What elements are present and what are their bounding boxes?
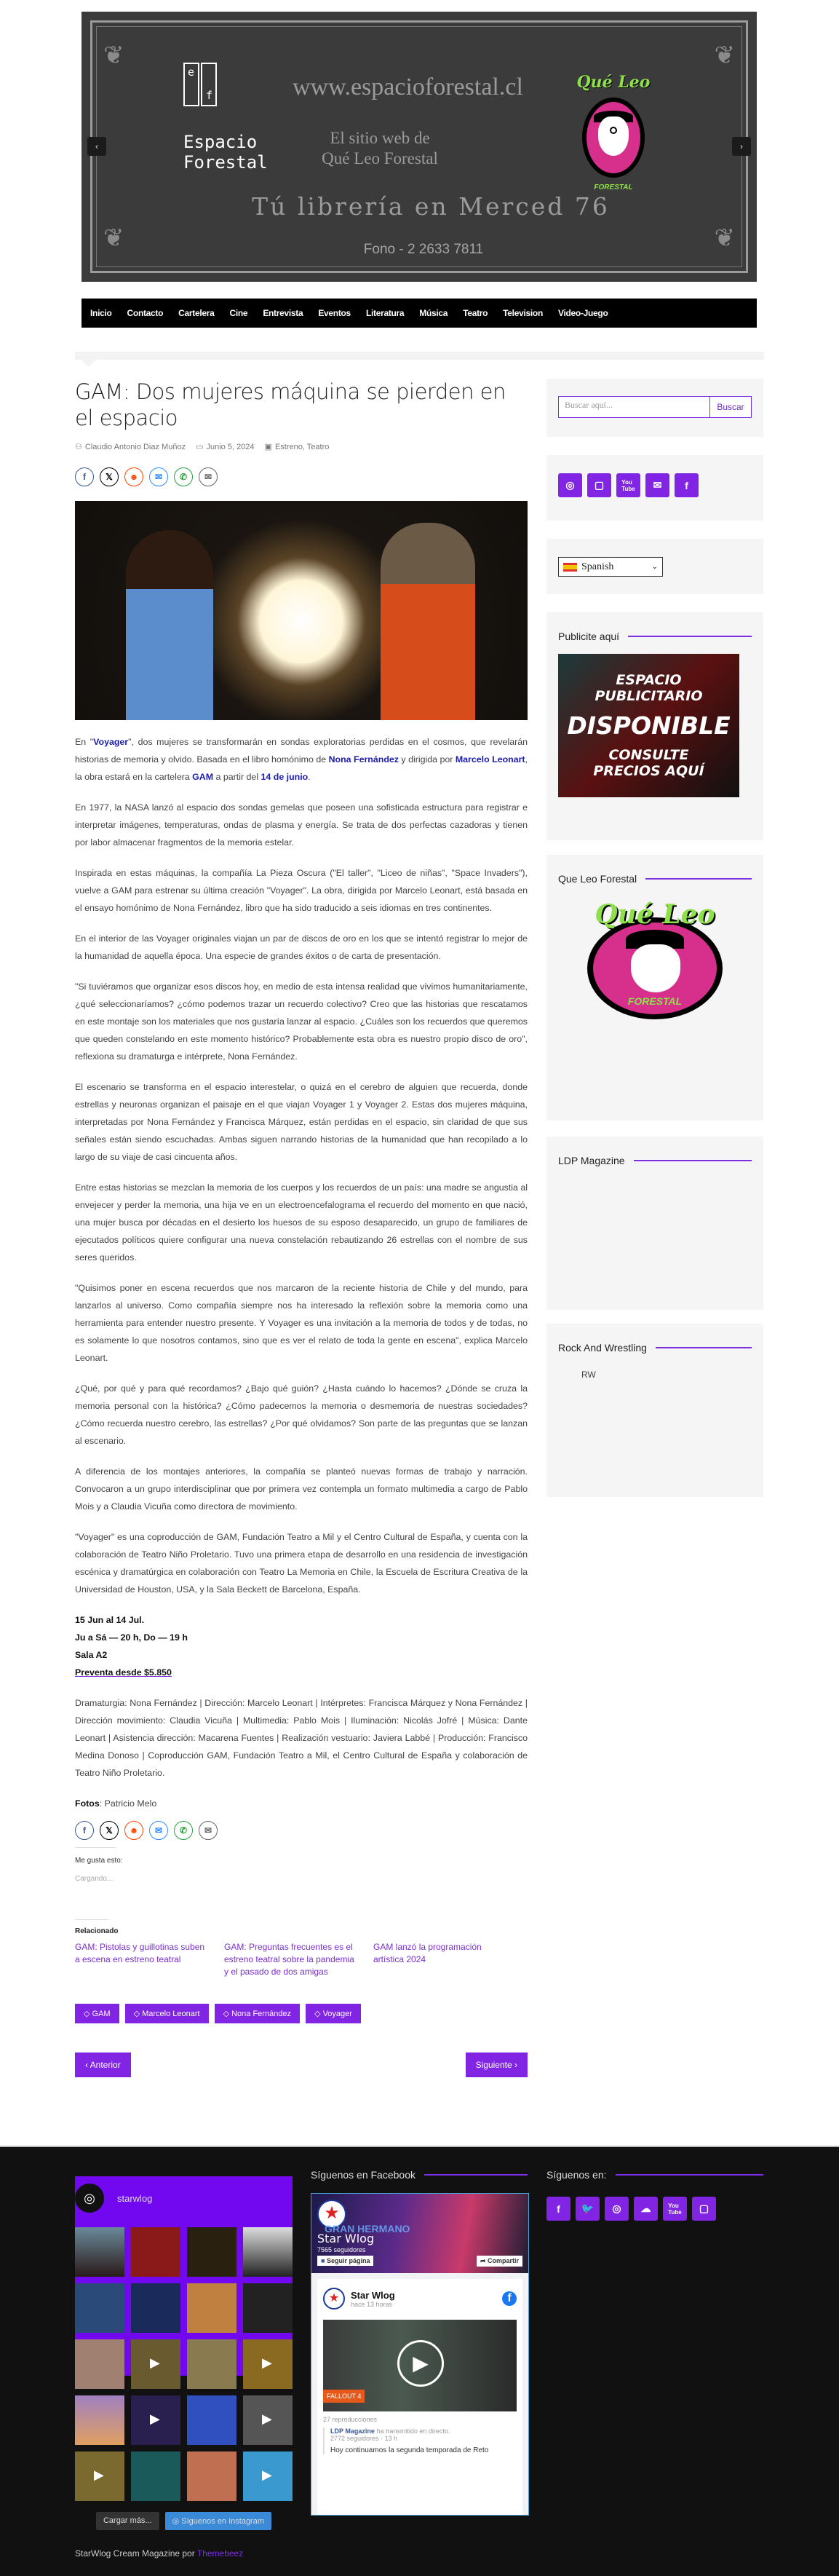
youtube-button[interactable]	[663, 2197, 687, 2221]
ad-line: PRECIOS AQUÍ	[593, 763, 704, 779]
instagram-post[interactable]	[187, 2395, 236, 2445]
widget-title: Rock And Wrestling	[558, 1342, 647, 1354]
youtube-button[interactable]	[616, 473, 640, 497]
next-label: Siguiente	[475, 2060, 512, 2070]
photos-value: : Patricio Melo	[99, 1798, 157, 1809]
leaf-ornament-icon: ❦	[714, 224, 735, 252]
nav-item-inicio[interactable]: Inicio	[90, 308, 112, 318]
instagram-post[interactable]	[75, 2451, 124, 2501]
performer-right	[381, 523, 475, 720]
divider	[75, 1919, 108, 1920]
social-widget	[546, 455, 763, 521]
instagram-post[interactable]	[243, 2451, 293, 2501]
date-text: Junio 5, 2024	[206, 442, 255, 451]
title-rule	[656, 1347, 752, 1348]
share-messenger-button[interactable]	[149, 467, 168, 486]
instagram-icon: ◎	[84, 2190, 95, 2205]
article-paragraph: Inspirada en estas máquinas, la compañía La Pieza Oscura ("El taller", "Liceo de niñas", "Space Invaders"), vuelve a GAM para estrenar su última creación "Voyager". La obra, dirigida por Marcelo Leonart, está basada en el ensayo homónimo de Nona Fernández, libro que ha sido traducido a seis idiomas en tres continentes.	[75, 868, 528, 913]
post-author[interactable]: Star Wlog	[351, 2289, 395, 2301]
post-time: hace 13 horas	[351, 2300, 393, 2308]
title-rule	[628, 636, 752, 637]
facebook-widget-title	[311, 2169, 528, 2181]
shared-meta: 2772 seguidores · 13 h	[330, 2435, 398, 2442]
facebook-icon: ■	[321, 2257, 327, 2264]
search-input[interactable]: Buscar aquí...	[558, 396, 709, 418]
chevron-left-icon: ‹	[95, 141, 98, 151]
share-whatsapp-button[interactable]	[174, 1821, 193, 1840]
share-messenger-button[interactable]	[149, 1821, 168, 1840]
bold-link: 14 de junio	[261, 772, 309, 782]
instagram-post[interactable]	[131, 2451, 180, 2501]
likes-loading: Cargando...	[75, 1875, 114, 1883]
facebook-page-plugin	[311, 2193, 529, 2516]
instagram-post[interactable]	[187, 2283, 236, 2333]
logo-title: Qué Leo	[576, 73, 651, 92]
facebook-button[interactable]	[675, 473, 699, 497]
star-wlog-avatar: ★	[317, 2200, 346, 2229]
follow-instagram-label: Síguenos en Instagram	[181, 2517, 265, 2526]
nav-item-literatura[interactable]: Literatura	[365, 308, 405, 318]
follow-us-widget	[546, 2169, 763, 2221]
ad-line: ESPACIO	[616, 672, 682, 688]
instagram-icon: ◎	[565, 479, 575, 491]
archive-icon: ▣	[264, 443, 272, 451]
theme-link[interactable]: Themebeez	[196, 2548, 244, 2559]
fb-follow-label: Seguir página	[326, 2257, 370, 2264]
cover-text: GRAN HERMANO	[325, 2223, 410, 2235]
photo-credit	[75, 1795, 528, 1812]
tag-label: GAM	[92, 2010, 111, 2018]
related-heading: Relacionado	[75, 1927, 119, 1935]
instagram-post[interactable]	[75, 2395, 124, 2445]
credits: Dramaturgia: Nona Fernández | Dirección: Marcelo Leonart | Intérpretes: Francisca Márquez y Nona Fernández | Dirección movimiento: Claudia Vicuña | Multimedia: Pablo Mois | Iluminación: Nicolás Jofré | Música: Dante Leonart | Asistencia dirección: Macarena Fuentes | Realización vestuario: Javiera Labbé | Producción: Francisco Medina Donoso | Coproducción GAM, Fundación Teatro a Mil, el Centro Cultural de España y colaboración de Teatro Niño Proletario.	[75, 1698, 528, 1778]
fb-share-button[interactable]	[477, 2256, 522, 2267]
facebook-button[interactable]	[546, 2197, 570, 2221]
que-leo-widget	[546, 855, 763, 1121]
espacio-forestal-logo	[183, 63, 217, 119]
instagram-post[interactable]	[131, 2227, 180, 2277]
email-icon: ✉	[653, 479, 662, 491]
share-whatsapp-button[interactable]	[174, 467, 193, 486]
twitch-icon: ▢	[594, 479, 605, 491]
schedule-line: Sala A2	[75, 1650, 108, 1660]
banner-subtitle	[293, 128, 467, 169]
instagram-post[interactable]	[187, 2227, 236, 2277]
search-button[interactable]: Buscar	[709, 396, 752, 418]
share-facebook-button[interactable]	[75, 467, 94, 486]
instagram-post[interactable]	[131, 2395, 180, 2445]
instagram-post[interactable]	[243, 2339, 293, 2389]
breadcrumb-band	[75, 352, 764, 360]
share-reddit-button[interactable]	[124, 1821, 143, 1840]
messenger-icon: ✉	[154, 472, 163, 482]
share-email-button[interactable]	[199, 467, 218, 486]
reddit-icon: ☻	[129, 472, 139, 482]
calendar-icon: ▭	[196, 443, 204, 451]
share-email-button[interactable]	[199, 1821, 218, 1840]
title-rule	[424, 2174, 528, 2176]
article-paragraph: "Quisimos poner en escena recuerdos que nos marcaron de la reciente historia de Chile y del mundo, para lanzarlos al universo. Como compañía siempre nos ha interesado la reflexión sobre la memoria como una herramienta para entender nuestro presente. Y Voyager es una invitación a la memoria de todos y de todas, no es solamente lo que nosotros contamos, sino que es ver el relato de toda la gente en escena", explica Marcelo Leonart.	[75, 1283, 528, 1363]
x-icon: 𝕏	[106, 472, 113, 482]
share-x-button[interactable]	[100, 1821, 119, 1840]
follow-instagram-button[interactable]	[165, 2512, 271, 2530]
que-leo-logo	[576, 73, 651, 191]
instagram-post[interactable]	[75, 2339, 124, 2389]
performer-left	[126, 530, 213, 720]
reddit-icon: ☻	[129, 1825, 139, 1836]
youtube-icon: You Tube	[668, 2202, 682, 2216]
que-leo-logo[interactable]	[578, 899, 731, 1019]
twitter-button[interactable]	[576, 2197, 600, 2221]
messenger-icon: ✉	[154, 1825, 163, 1836]
post-categories[interactable]	[265, 442, 330, 451]
instagram-post[interactable]	[243, 2395, 293, 2445]
soundcloud-icon: ☁	[640, 2202, 651, 2214]
schedule	[75, 1611, 528, 1681]
whatsapp-icon: ✆	[179, 1825, 188, 1836]
fb-share-label: Compartir	[487, 2257, 519, 2264]
fb-followers: 7565 seguidores	[317, 2246, 366, 2253]
instagram-icon: ◎	[172, 2517, 182, 2526]
widget-title: Síguenos en:	[546, 2169, 607, 2181]
video-views: 27 reproducciones	[323, 2416, 378, 2423]
ad-line: DISPONIBLE	[567, 711, 731, 740]
email-icon: ✉	[204, 1825, 212, 1836]
widget-title: Publicite aquí	[558, 631, 620, 642]
post-author[interactable]	[75, 442, 186, 451]
email-button[interactable]	[645, 473, 669, 497]
x-icon: 𝕏	[106, 1825, 113, 1836]
spain-flag-icon	[563, 563, 577, 572]
instagram-post[interactable]	[187, 2339, 236, 2389]
instagram-grid	[75, 2227, 293, 2501]
nav-item-television[interactable]: Television	[503, 308, 543, 318]
video-label: FALLOUT 4	[323, 2390, 365, 2403]
post-date[interactable]	[196, 442, 254, 451]
shared-text: Hoy continuamos la segunda temporada de Reto	[330, 2446, 489, 2454]
instagram-button[interactable]	[605, 2197, 629, 2221]
bold-link: Nona Fernández	[328, 754, 399, 764]
user-icon: ⚇	[75, 443, 82, 451]
share-bar-bottom	[75, 1821, 528, 1840]
twitter-icon: 🐦	[581, 2202, 595, 2214]
youtube-icon: You Tube	[621, 478, 635, 492]
share-x-button[interactable]	[100, 467, 119, 486]
post-meta	[75, 442, 528, 451]
slider-next-button[interactable]	[732, 137, 751, 156]
rw-text[interactable]: RW	[581, 1370, 596, 1380]
presale-link[interactable]: Preventa desde $5.850	[75, 1667, 172, 1678]
chevron-left-icon: ‹	[85, 2060, 90, 2070]
nav-item-video-juego[interactable]: Video-Juego	[557, 308, 608, 318]
shared-page[interactable]: LDP Magazine	[330, 2427, 375, 2435]
banner-subtitle-line: Qué Leo Forestal	[322, 149, 438, 167]
email-icon: ✉	[204, 472, 212, 482]
instagram-post[interactable]	[243, 2227, 293, 2277]
article-paragraph: En el interior de las Voyager originales viajan un par de discos de oro en los que se intentó registrar lo mejor de la humanidad de aquella época. Una especie de grandes éxitos o de carta de presentación.	[75, 933, 528, 961]
banner-tagline: Tú librería en Merced 76	[252, 192, 610, 221]
tag-icon: ◇	[84, 2010, 92, 2018]
chevron-down-icon: ⌄	[651, 563, 658, 571]
fb-follow-button[interactable]	[317, 2256, 373, 2266]
share-reddit-button[interactable]	[124, 467, 143, 486]
instagram-post[interactable]	[243, 2283, 293, 2333]
bold-link: GAM	[192, 772, 214, 782]
prev-post-button[interactable]	[75, 2052, 131, 2077]
article-paragraph: "Voyager" es una coproducción de GAM, Fundación Teatro a Mil y el Centro Cultural de España, y cuenta con la colaboración de Teatro Niño Proletario. Tuvo una primera etapa de desarrollo en una residencia de investigación escénica y dramatúrgica en colaboración con Teatro La Memoria en Chile, la Escuela de Escritura Creativa de la Universidad de Houston, USA, y la Sala Beckett de Barcelona, España.	[75, 1532, 528, 1595]
related-post-link[interactable]: GAM lanzó la programación artística 2024	[373, 1942, 482, 1964]
leaf-ornament-icon: ❦	[103, 42, 124, 69]
share-bar	[75, 467, 528, 486]
article-paragraph: "Si tuviéramos que organizar esos discos hoy, en medio de esta intensa realidad que vivimos humanitariamente, ¿qué seleccionaríamos? ¿cómo podemos trazar un recuerdo colectivo? Creo que las historias que rescatamos en este montaje son los materiales que nos gustaría lanzar al espacio. ¿Cuáles son los recuerdos que queremos que queden constelando en este momento histórico? Probablemente esta obra es nuestro propio disco de oro", reflexiona su dramaturga e intérprete, Nona Fernández.	[75, 981, 528, 1062]
instagram-username[interactable]: starwlog	[117, 2192, 153, 2204]
post-avatar: ★	[323, 2288, 345, 2310]
tag-voyager[interactable]	[306, 2004, 361, 2023]
play-icon[interactable]: ▶	[397, 2340, 444, 2387]
nav-item-musica[interactable]: Música	[419, 308, 448, 318]
instagram-post[interactable]	[131, 2283, 180, 2333]
logo-letter: f	[206, 89, 213, 102]
instagram-post[interactable]	[187, 2451, 236, 2501]
post-tags	[75, 2004, 528, 2023]
article-paragraph: A diferencia de los montajes anteriores, la compañía se planteó nuevas formas de trabajo y narración. Convocaron a un grupo interdisciplinar que por primera vez contempla un formato multimedia a cargo de Pablo Mois y a Claudia Vicuña como directora de movimiento.	[75, 1466, 528, 1512]
banner-url: www.espacioforestal.cl	[293, 74, 523, 100]
instagram-post[interactable]	[75, 2227, 124, 2277]
tag-gam[interactable]	[75, 2004, 119, 2023]
instagram-post[interactable]	[131, 2339, 180, 2389]
logo-name-line: Espacio	[183, 132, 258, 152]
tag-label: Voyager	[322, 2010, 352, 2018]
copyright-text: StarWlog Cream Magazine por	[75, 2548, 197, 2559]
instagram-button[interactable]	[558, 473, 582, 497]
video-thumbnail[interactable]	[323, 2320, 517, 2411]
soundcloud-button[interactable]	[634, 2197, 658, 2221]
whatsapp-icon: ✆	[179, 472, 188, 482]
twitch-button[interactable]	[587, 473, 611, 497]
ad-banner[interactable]	[558, 654, 739, 797]
slider-prev-button[interactable]	[87, 137, 106, 156]
share-facebook-button[interactable]	[75, 1821, 94, 1840]
instagram-avatar[interactable]	[75, 2184, 104, 2213]
nav-item-eventos[interactable]: Eventos	[318, 308, 351, 318]
widget-title: Que Leo Forestal	[558, 873, 637, 885]
photos-label: Fotos	[75, 1798, 100, 1809]
ad-line: CONSULTE	[608, 747, 689, 763]
leaf-ornament-icon: ❦	[714, 42, 735, 69]
logo-title: Qué Leo	[595, 899, 715, 930]
twitch-icon: ▢	[699, 2202, 709, 2214]
nav-item-entrevista[interactable]: Entrevista	[263, 308, 303, 318]
page-title: GAM: Dos mujeres máquina se pierden en el espacio	[75, 379, 506, 430]
facebook-icon: f	[83, 472, 86, 482]
schedule-line: Ju a Sá — 20 h, Do — 19 h	[75, 1632, 188, 1643]
title-rule	[634, 1160, 752, 1161]
chevron-right-icon: ›	[514, 2060, 517, 2070]
facebook-icon: f	[83, 1825, 86, 1836]
logo-letter: e	[188, 66, 195, 79]
schedule-line: 15 Jun al 14 Jul.	[75, 1615, 145, 1625]
fb-page-name[interactable]: Star Wlog	[317, 2232, 375, 2245]
widget-title: Síguenos en Facebook	[311, 2169, 415, 2181]
nav-item-teatro[interactable]: Teatro	[463, 308, 488, 318]
chevron-right-icon: ›	[740, 141, 743, 151]
band-pointer	[81, 360, 96, 367]
tag-icon: ◇	[314, 2010, 323, 2018]
tag-marcelo-leonart[interactable]	[125, 2004, 209, 2023]
related-posts	[75, 1941, 528, 1978]
language-value: Spanish	[581, 561, 614, 572]
nav-item-cine[interactable]: Cine	[229, 308, 248, 318]
rock-and-wrestling-widget	[546, 1324, 763, 1497]
article	[75, 379, 528, 2077]
author-name: Claudio Antonio Diaz Muñoz	[84, 442, 186, 451]
tag-icon: ◇	[223, 2010, 232, 2018]
copyright	[75, 2548, 243, 2559]
instagram-post[interactable]	[75, 2283, 124, 2333]
bold-link: Marcelo Leonart	[455, 754, 525, 764]
article-paragraph: En 1977, la NASA lanzó al espacio dos sondas gemelas que poseen una sofisticada estructura para registrar e interpretar imágenes, temperaturas, ondas de plasma y energía. Se trata de dos perfectas cazadoras y tienen por labor almacenar fragmentos de la memoria estelar.	[75, 802, 528, 848]
divider	[75, 1847, 116, 1848]
facebook-icon: f	[502, 2291, 517, 2306]
next-post-button[interactable]	[466, 2052, 528, 2077]
categories-text: Estreno, Teatro	[274, 442, 330, 451]
tag-nona-fernandez[interactable]	[215, 2004, 300, 2023]
facebook-icon: f	[685, 479, 688, 491]
related-post-link[interactable]: GAM: Pistolas y guillotinas suben a escena en estreno teatral	[75, 1942, 205, 1964]
facebook-icon: f	[557, 2202, 560, 2215]
article-paragraph: El escenario se transforma en el espacio interestelar, o quizá en el cerebro de alguien que recuerda, donde estrellas y neuronas organizan el paisaje en el que viajan Voyager 1 y Voyager 2. Estas dos mujeres máquina, interpretadas por Nona Fernández y Francisca Márquez, están perdidas en el espacio, sin claridad de que sus señales están siendo escuchadas. Ambas siguen narrando historias de la humanidad que han recopilado a lo largo de su viaje de casi cincuenta años.	[75, 1082, 528, 1162]
bold-link: Voyager	[93, 737, 129, 747]
logo-sub: FORESTAL	[594, 183, 633, 191]
instagram-feed	[75, 2176, 293, 2526]
title-rule	[645, 878, 752, 880]
facebook-post	[317, 2279, 522, 2516]
tag-icon: ◇	[133, 2010, 143, 2018]
nav-item-cartelera[interactable]: Cartelera	[178, 308, 215, 318]
title-rule	[616, 2174, 763, 2176]
prev-label: Anterior	[90, 2060, 121, 2070]
article-paragraph: ¿Qué, por qué y para qué recordamos? ¿Bajo qué guión? ¿Hasta cuándo lo hacemos? ¿Dónde se cruza la memoria personal con la histórica? ¿Cómo padecemos la memoria o desmemoria de nuestras sociedades? ¿Cómo recuerda nuestro cerebro, las estrellas? ¿Por qué olvidamos? Son parte de las preguntas que se lanzan al escenario.	[75, 1383, 528, 1446]
nav-item-contacto[interactable]: Contacto	[127, 308, 164, 318]
post-navigation	[75, 2052, 528, 2077]
ad-widget	[546, 612, 763, 840]
banner-subtitle-line: El sitio web de	[330, 129, 430, 147]
load-more-button[interactable]: Cargar más...	[96, 2512, 159, 2530]
header-banner[interactable]	[81, 12, 757, 282]
language-select[interactable]	[558, 557, 663, 577]
widget-title: LDP Magazine	[558, 1155, 625, 1166]
featured-image	[75, 501, 528, 720]
article-paragraph: En "Voyager", dos mujeres se transformarán en sondas exploratorias perdidas en el cosmos, que revelarán historias de memoria y olvido. Basada en el libro homónimo de Nona Fernández y dirigida por Marcelo Leonart, la obra estará en la cartelera GAM a partir del 14 de junio.	[75, 737, 528, 782]
shared-action: ha transmitido en directo.	[374, 2427, 450, 2435]
logo-name-line: Forestal	[183, 152, 268, 173]
footer	[0, 2146, 839, 2576]
ldp-magazine-widget	[546, 1137, 763, 1310]
tag-label: Marcelo Leonart	[142, 2010, 200, 2018]
instagram-icon: ◎	[612, 2202, 621, 2214]
ad-line: PUBLICITARIO	[595, 688, 703, 704]
leaf-ornament-icon: ❦	[103, 224, 124, 252]
logo-name	[183, 132, 268, 173]
tag-label: Nona Fernández	[231, 2010, 292, 2018]
article-paragraph: Entre estas historias se mezclan la memoria de los cuerpos y los recuerdos de un país: una madre se angustia al envejecer y perder la memoria, una hija ve en un electroencefalograma el recuerdo del momento en que nació, una mujer busca por décadas en el desierto los huesos de su esposo desaparecido, un grupo de familiares de ejecutados políticos quiere configurar una nueva constelación rebautizando 26 estrellas con el nombre de sus seres queridos.	[75, 1182, 528, 1263]
twitch-button[interactable]	[692, 2197, 716, 2221]
main-nav	[81, 299, 757, 328]
related-post-link[interactable]: GAM: Preguntas frecuentes es el estreno teatral sobre la pandemia y el pasado de dos amigas	[224, 1942, 354, 1977]
likes-label: Me gusta esto:	[75, 1857, 123, 1865]
search-widget	[546, 379, 763, 437]
language-widget	[546, 539, 763, 594]
share-arrow-icon: ➦	[480, 2257, 488, 2264]
banner-phone: Fono - 2 2633 7811	[363, 242, 484, 257]
facebook-cover	[311, 2194, 528, 2273]
logo-sub: FORESTAL	[627, 995, 683, 1007]
